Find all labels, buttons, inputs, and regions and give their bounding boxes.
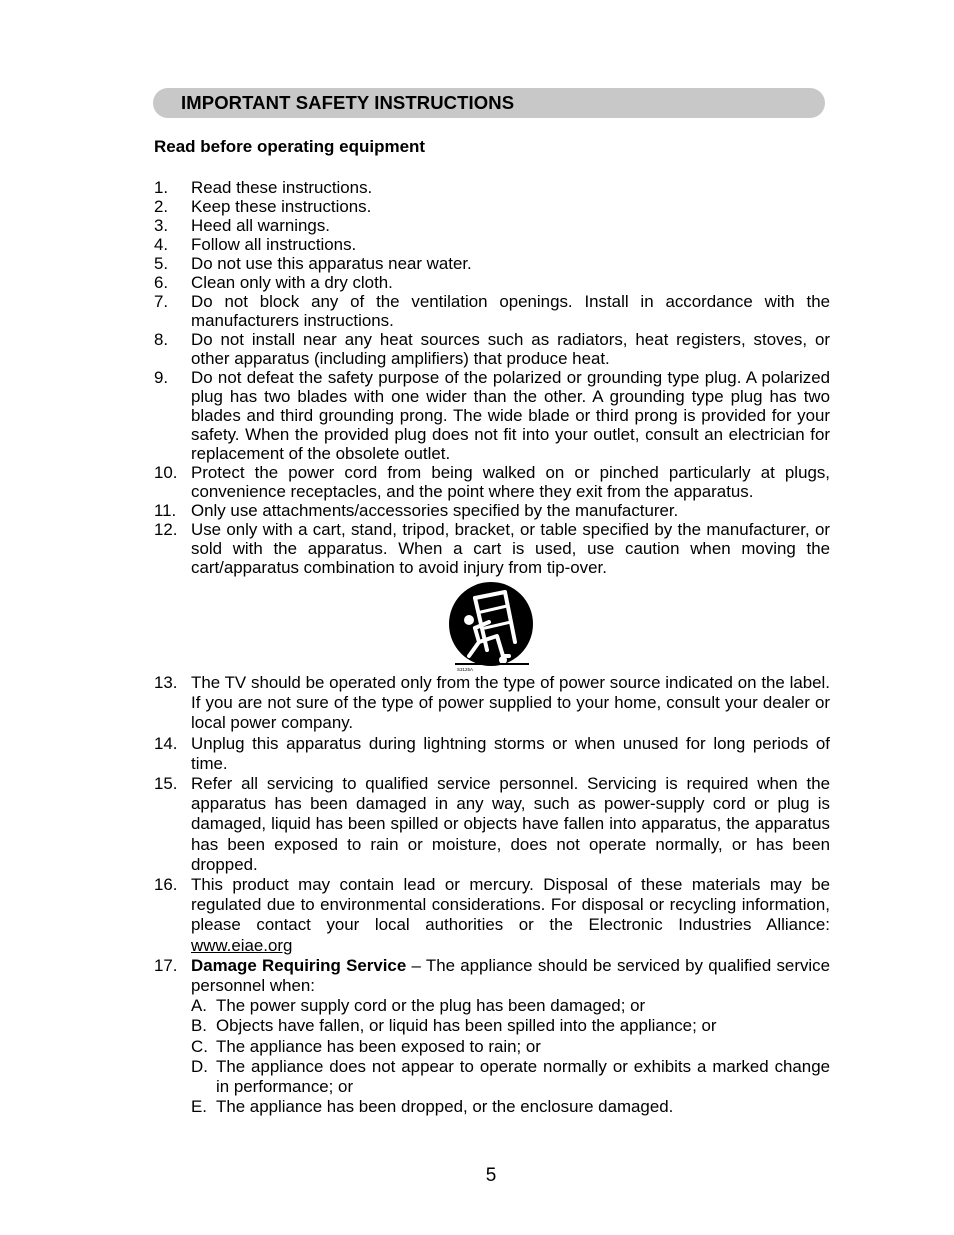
sub-list-item bbox=[191, 996, 830, 1016]
item-text: The TV should be operated only from the type of power source indicated on the label. If you are not sure of the type of power supplied to your home, consult your dealer or local power company. bbox=[191, 673, 830, 733]
item-number: 15. bbox=[154, 774, 178, 794]
item-number: 2. bbox=[154, 197, 169, 216]
sub-list-item bbox=[191, 1057, 830, 1097]
item-number: 3. bbox=[154, 216, 169, 235]
instruction-list-part-1 bbox=[154, 178, 830, 577]
sub-item-letter: D. bbox=[191, 1056, 208, 1076]
figure-code: S3125A bbox=[457, 667, 474, 672]
list-item bbox=[154, 673, 830, 734]
sub-item-text: Objects have fallen, or liquid has been spilled into the appliance; or bbox=[216, 1016, 717, 1036]
item-number: 1. bbox=[154, 178, 169, 197]
sub-list-item bbox=[191, 1016, 830, 1036]
item-number: 11. bbox=[154, 501, 177, 520]
sub-item-letter: C. bbox=[191, 1036, 208, 1056]
item-text: Refer all servicing to qualified service personnel. Servicing is required when the apparatus has been damaged in any way, such as power-supply cord or plug is damaged, liquid has been spilled or objects have fallen into apparatus, the apparatus has been exposed to rain or moisture, does not operate normally, or has been dropped. bbox=[191, 774, 830, 874]
sub-item-letter: B. bbox=[191, 1016, 207, 1036]
subtitle: Read before operating equipment bbox=[154, 137, 426, 156]
item-text: Protect the power cord from being walked on or pinched particularly at plugs, convenience receptacles, and the point where they exit from the apparatus. bbox=[191, 463, 830, 501]
item-text: Use only with a cart, stand, tripod, bracket, or table specified by the manufacturer, or sold with the apparatus. When a cart is used, use caution when moving the cart/apparatus combination to avoid injury from tip-over. bbox=[191, 520, 830, 577]
item-number: 6. bbox=[154, 273, 169, 292]
item-number: 7. bbox=[154, 292, 169, 311]
sub-item-text: The appliance has been exposed to rain; or bbox=[216, 1036, 541, 1056]
list-item bbox=[154, 774, 830, 875]
list-item bbox=[154, 292, 830, 330]
sub-list-item bbox=[191, 1097, 830, 1117]
item-number: 17. bbox=[154, 955, 178, 975]
sub-item-text: The appliance has been dropped, or the enclosure damaged. bbox=[216, 1097, 674, 1117]
item-number: 8. bbox=[154, 330, 169, 349]
list-item bbox=[154, 254, 830, 273]
sub-item-text: The power supply cord or the plug has been damaged; or bbox=[216, 996, 646, 1016]
eiae-link[interactable]: www.eiae.org bbox=[191, 935, 293, 955]
list-item bbox=[154, 520, 830, 577]
item-text: – The appliance should be serviced by qualified service personnel when: bbox=[191, 955, 830, 996]
item-heading: Damage Requiring Service bbox=[191, 955, 407, 975]
list-item bbox=[154, 501, 830, 520]
item-text: Heed all warnings. bbox=[191, 216, 330, 235]
item-number: 16. bbox=[154, 875, 178, 895]
page-number: 5 bbox=[485, 1165, 497, 1186]
item-text: Do not block any of the ventilation openings. Install in accordance with the manufacturers instructions. bbox=[191, 292, 830, 330]
item-text: Unplug this apparatus during lightning storms or when unused for long periods of time. bbox=[191, 733, 830, 773]
list-item bbox=[154, 734, 830, 774]
item-number: 13. bbox=[154, 673, 178, 692]
item-number: 5. bbox=[154, 254, 169, 273]
item-text: Clean only with a dry cloth. bbox=[191, 273, 393, 292]
item-number: 14. bbox=[154, 733, 178, 753]
item-number: 10. bbox=[154, 463, 178, 482]
cart-tip-over-warning-icon bbox=[445, 580, 537, 672]
instruction-list-part-2 bbox=[154, 673, 830, 1117]
list-item bbox=[154, 463, 830, 501]
sub-item-letter: E. bbox=[191, 1097, 207, 1117]
item-text: Do not use this apparatus near water. bbox=[191, 254, 472, 273]
item-text: Only use attachments/accessories specified by the manufacturer. bbox=[191, 501, 679, 520]
item-text: This product may contain lead or mercury. Disposal of these materials may be regulated due to environmental considerations. For disposal or recycling information, please contact your local authorities or the Electronic Industries Alliance: bbox=[191, 875, 830, 935]
item-text: Keep these instructions. bbox=[191, 197, 372, 216]
item-text: Follow all instructions. bbox=[191, 235, 357, 254]
list-item bbox=[154, 956, 830, 1118]
list-item bbox=[154, 273, 830, 292]
list-item bbox=[154, 178, 830, 197]
list-item bbox=[154, 875, 830, 956]
sub-item-text: The appliance does not appear to operate normally or exhibits a marked change in performance; or bbox=[216, 1056, 830, 1097]
list-item bbox=[154, 197, 830, 216]
item-number: 12. bbox=[154, 520, 178, 539]
sub-item-letter: A. bbox=[191, 996, 207, 1016]
section-header-banner bbox=[153, 88, 825, 118]
item-text: Do not defeat the safety purpose of the polarized or grounding type plug. A polarized plug has two blades with one wider than the other. A grounding type plug has two blades and third grounding prong. The wide blade or third prong is provided for your safety. When the provided plug does not fit into your outlet, consult an electrician for replacement of the obsolete outlet. bbox=[191, 368, 830, 463]
list-item bbox=[154, 216, 830, 235]
item-text: Do not install near any heat sources such as radiators, heat registers, stoves, or other apparatus (including amplifiers) that produce heat. bbox=[191, 330, 830, 368]
section-title: IMPORTANT SAFETY INSTRUCTIONS bbox=[181, 92, 515, 113]
item-number: 4. bbox=[154, 235, 169, 254]
list-item bbox=[154, 235, 830, 254]
item-number: 9. bbox=[154, 368, 169, 387]
item-text: Read these instructions. bbox=[191, 178, 373, 197]
sub-list-item bbox=[191, 1037, 830, 1057]
list-item bbox=[154, 368, 830, 463]
list-item bbox=[154, 330, 830, 368]
